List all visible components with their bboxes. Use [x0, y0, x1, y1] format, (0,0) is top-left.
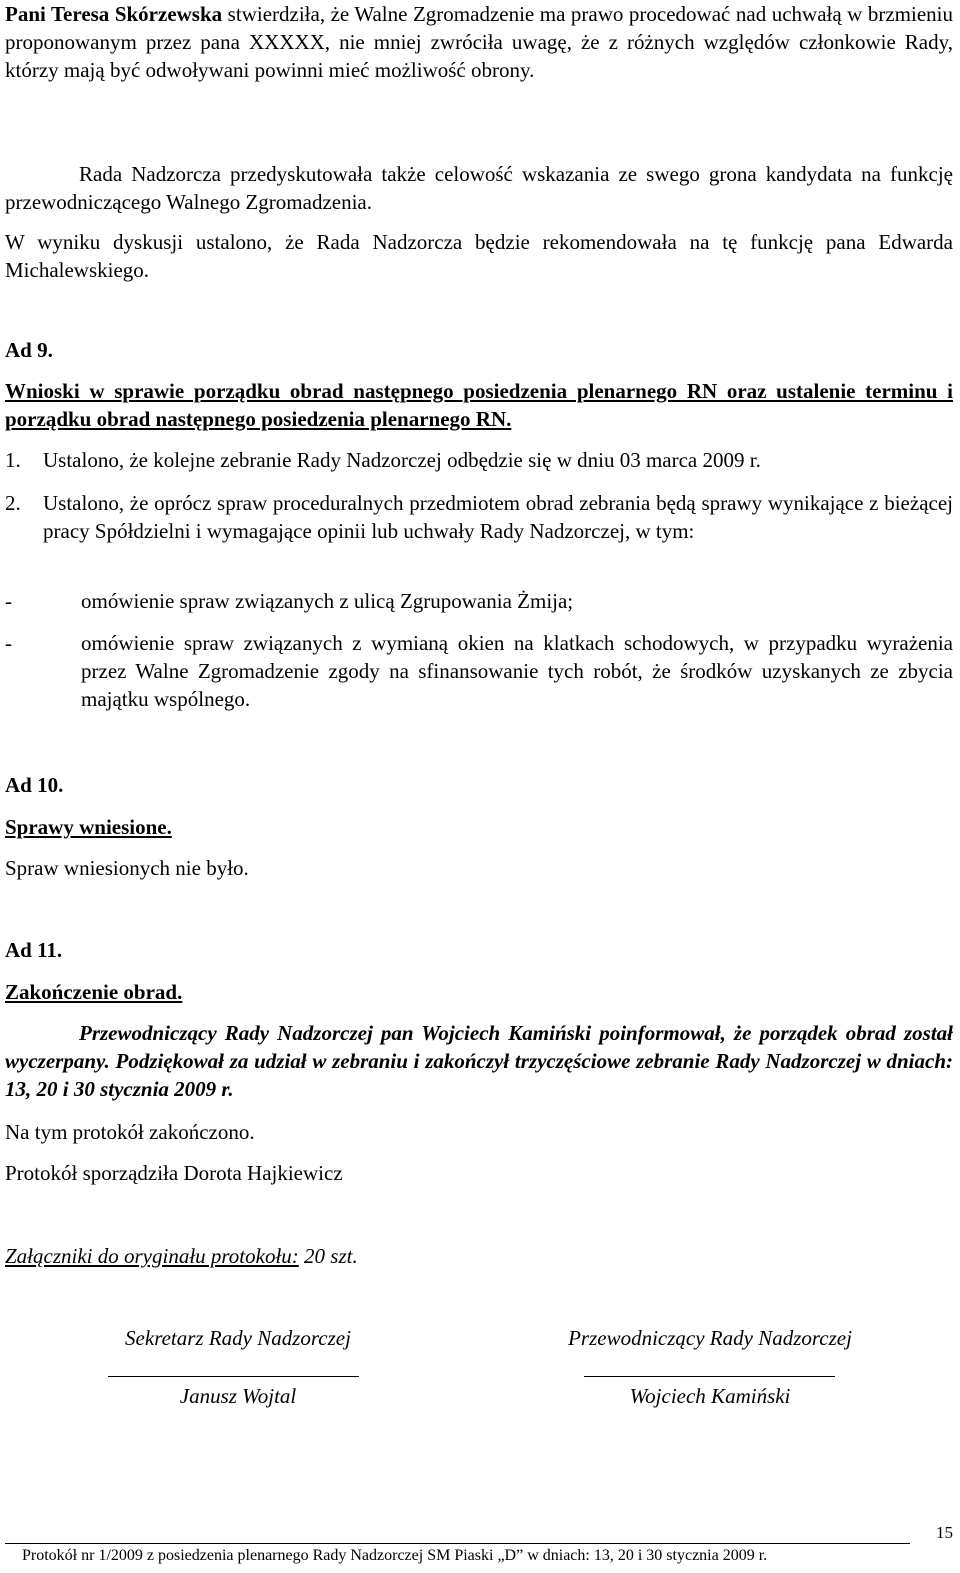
ad11-heading: Ad 11.: [5, 938, 63, 962]
speaker-name: Pani Teresa Skórzewska: [5, 2, 223, 26]
ad11-text: Przewodniczący Rady Nadzorczej pan Wojciech Kamiński poinformował, że porządek obrad został wyczerpany. Podziękował za udział w zebraniu i zakończył trzyczęściowe zebranie Rady Nadzorczej w dniach: 13, 20 i 30 stycznia 2009 r.: [5, 1021, 953, 1101]
chairman-signature-line: [584, 1376, 835, 1377]
ad9-bullet-1: [5, 587, 953, 615]
ad10-title: Sprawy wniesione.: [5, 815, 172, 839]
prepared-by-text: Protokół sporządziła Dorota Hajkiewicz: [5, 1161, 343, 1185]
wynik-paragraph: W wyniku dyskusji ustalono, że Rada Nadzorcza będzie rekomendowała na tę funkcję pana Edwarda Michalewskiego.: [5, 230, 953, 282]
ad9-heading: Ad 9.: [5, 338, 53, 362]
ad11-title: Zakończenie obrad.: [5, 980, 183, 1004]
footer-divider: [5, 1543, 910, 1544]
bullet-dash: -: [5, 589, 12, 613]
footer-text: Protokół nr 1/2009 z posiedzenia plenarnego Rady Nadzorczej SM Piaski „D” w dniach: 13, 20 i 30 stycznia 2009 r.: [22, 1547, 768, 1564]
attachments-value: 20 szt.: [298, 1244, 358, 1268]
secretary-signature-line: [108, 1376, 359, 1377]
ad9-item-2: [5, 489, 953, 545]
attachments-line: [5, 1242, 953, 1270]
ad10-heading: Ad 10.: [5, 773, 64, 797]
ad9-item-1: [5, 446, 953, 474]
intro-text: stwierdziła, że Walne Zgromadzenie ma prawo procedować nad uchwałą w brzmieniu proponowanym przez pana XXXXX, nie mniej zwróciła uwagę, że z różnych względów członkowie Rady, którzy mają być odwoływani powinni mieć możliwość obrony.: [5, 2, 953, 82]
intro-paragraph: [5, 0, 953, 84]
ad9-title: Wnioski w sprawie porządku obrad następnego posiedzenia plenarnego RN oraz ustalenie terminu i porządku obrad następnego posiedzenia plenarnego RN.: [5, 379, 953, 431]
bullet-dash: -: [5, 631, 12, 655]
attachments-label: Załączniki do oryginału protokołu:: [5, 1244, 299, 1268]
secretary-name: Janusz Wojtal: [179, 1384, 297, 1408]
chairman-role: Przewodniczący Rady Nadzorczej: [568, 1326, 852, 1350]
item-number: 2.: [5, 491, 21, 515]
item-number: 1.: [5, 448, 21, 472]
chairman-name: Wojciech Kamiński: [629, 1384, 791, 1408]
page-number: 15: [936, 1523, 953, 1542]
bullet-text: omówienie spraw związanych z wymianą okien na klatkach schodowych, w przypadku wyrażenia przez Walne Zgromadzenie zgody na sfinansowanie tych robót, że środków uzyskanych ze zbycia majątku wspólnego.: [81, 631, 953, 711]
bullet-text: omówienie spraw związanych z ulicą Zgrupowania Żmija;: [81, 589, 574, 613]
item-text: Ustalono, że oprócz spraw proceduralnych przedmiotem obrad zebrania będą sprawy wynikające z bieżącej pracy Spółdzielni i wymagające opinii lub uchwały Rady Nadzorczej, w tym:: [43, 491, 953, 543]
ad9-bullet-2: [5, 629, 953, 713]
item-text: Ustalono, że kolejne zebranie Rady Nadzorczej odbędzie się w dniu 03 marca 2009 r.: [43, 448, 761, 472]
ad10-text: Spraw wniesionych nie było.: [5, 856, 249, 880]
closing-text: Na tym protokół zakończono.: [5, 1120, 255, 1144]
rada-paragraph: Rada Nadzorcza przedyskutowała także celowość wskazania ze swego grona kandydata na funkcję przewodniczącego Walnego Zgromadzenia.: [5, 162, 953, 214]
secretary-role: Sekretarz Rady Nadzorczej: [125, 1326, 351, 1350]
